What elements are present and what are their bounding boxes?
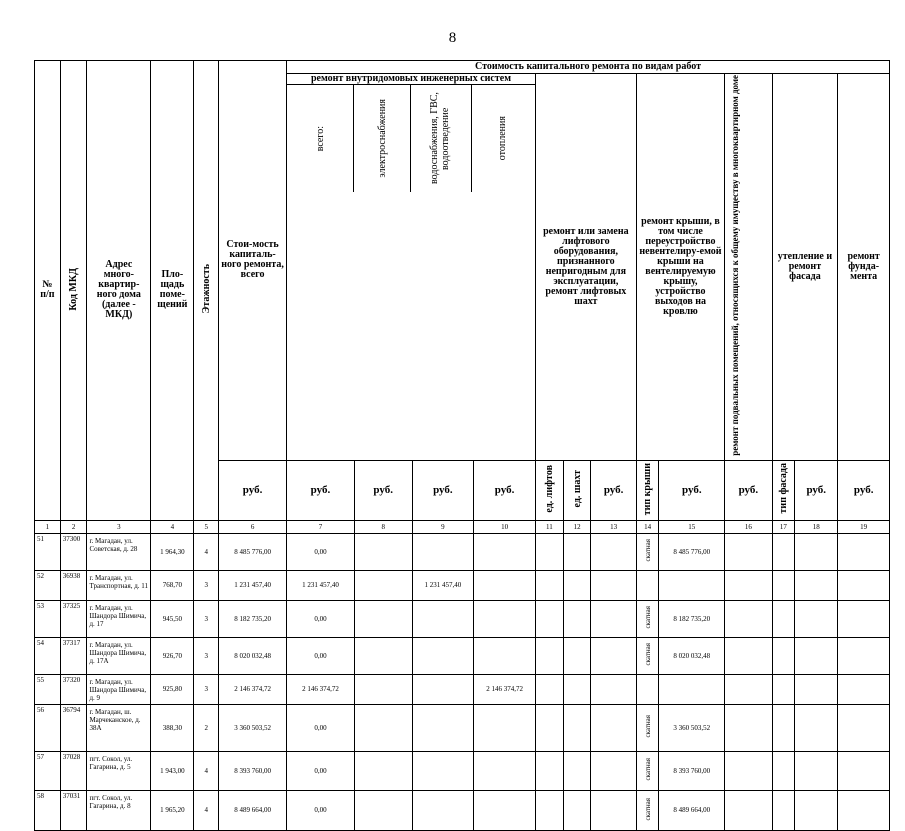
cell-area: 926,70 — [151, 637, 194, 674]
cell-electricity-cost — [354, 600, 412, 637]
cell-shaft-units — [563, 570, 591, 600]
cell-shaft-units — [563, 533, 591, 570]
column-number: 7 — [287, 520, 355, 533]
cell-facade-type — [772, 751, 795, 790]
cell-roof-cost: 8 020 032,48 — [659, 637, 725, 674]
column-number: 15 — [659, 520, 725, 533]
cell-area: 925,80 — [151, 674, 194, 704]
cell-basement-cost — [725, 570, 772, 600]
cell-area: 388,30 — [151, 704, 194, 751]
header-mkd-code: Код МКД — [60, 61, 87, 521]
cell-systems-total: 0,00 — [287, 751, 355, 790]
column-number: 9 — [412, 520, 474, 533]
column-number: 16 — [725, 520, 772, 533]
cell-roof-type — [636, 790, 659, 830]
cell-heating-cost — [474, 790, 536, 830]
cell-facade-cost — [795, 704, 838, 751]
cell-floors: 4 — [194, 533, 219, 570]
cell-basement-cost — [725, 600, 772, 637]
roof-type-label: скатная — [643, 758, 652, 781]
table-row — [35, 674, 890, 704]
cell-row-number: 52 — [35, 570, 61, 600]
cell-facade-type — [772, 600, 795, 637]
cell-systems-total: 0,00 — [287, 790, 355, 830]
cell-basement-cost — [725, 674, 772, 704]
cell-facade-cost — [795, 637, 838, 674]
cell-water-cost — [412, 674, 474, 704]
cell-heating-cost — [474, 600, 536, 637]
cell-basement-cost — [725, 533, 772, 570]
cell-row-number: 51 — [35, 533, 61, 570]
cell-heating-cost — [474, 533, 536, 570]
cell-facade-type — [772, 790, 795, 830]
cell-lift-cost — [591, 600, 636, 637]
cell-facade-cost — [795, 751, 838, 790]
cell-row-number: 55 — [35, 674, 61, 704]
cell-roof-cost: 8 489 664,00 — [659, 790, 725, 830]
cell-lift-units — [535, 533, 563, 570]
cell-lift-units — [535, 790, 563, 830]
cell-mkd-code: 37031 — [60, 790, 87, 830]
cell-roof-cost — [659, 570, 725, 600]
cell-foundation-cost — [838, 533, 890, 570]
cell-address: г. Магадан, ш. Марчеканское, д. 38А — [87, 704, 151, 751]
table-row — [35, 600, 890, 637]
cell-shaft-units — [563, 600, 591, 637]
cell-lift-units — [535, 600, 563, 637]
capital-repair-table — [34, 60, 890, 831]
cell-mkd-code: 37320 — [60, 674, 87, 704]
header-lift-repair: ремонт или замена лифтового оборудования, признанного непригодным для эксплуатации, ремонт лифтовых шахт — [535, 74, 636, 461]
header-row-number: № п/п — [35, 61, 61, 521]
cell-row-number: 56 — [35, 704, 61, 751]
cell-floors: 3 — [194, 570, 219, 600]
table-row — [35, 570, 890, 600]
cell-lift-units — [535, 704, 563, 751]
column-number: 2 — [60, 520, 87, 533]
header-basement-repair: ремонт подвальных помещений, относящихся к общему имуществу в многоквартирном доме — [725, 74, 772, 461]
column-number: 10 — [474, 520, 536, 533]
cell-roof-cost: 8 393 760,00 — [659, 751, 725, 790]
cell-row-number: 58 — [35, 790, 61, 830]
cell-total-cost: 1 231 457,40 — [219, 570, 287, 600]
header-engineering-systems: ремонт внутридомовых инженерных систем всего: электроснабжения водоснабжения, ГВС, водоотведение отопления — [287, 74, 536, 461]
cell-row-number: 54 — [35, 637, 61, 674]
cell-roof-type — [636, 751, 659, 790]
column-number: 14 — [636, 520, 659, 533]
unit-foundation: руб. — [838, 460, 890, 520]
cell-electricity-cost — [354, 790, 412, 830]
header-total-cost: Стои-мость капиталь-ного ремонта, всего — [219, 61, 287, 461]
cell-floors: 4 — [194, 790, 219, 830]
cell-floors: 3 — [194, 637, 219, 674]
cell-address: г. Магадан, ул. Шандора Шимича, д. 17 — [87, 600, 151, 637]
cell-floors: 4 — [194, 751, 219, 790]
header-water: водоснабжения, ГВС, водоотведение — [429, 92, 452, 185]
cell-water-cost — [412, 600, 474, 637]
cell-roof-type — [636, 637, 659, 674]
cell-facade-cost — [795, 790, 838, 830]
table-row — [35, 533, 890, 570]
unit-basement: руб. — [725, 460, 772, 520]
cell-roof-type — [636, 533, 659, 570]
cell-electricity-cost — [354, 570, 412, 600]
roof-type-label: скатная — [643, 797, 652, 821]
cell-foundation-cost — [838, 790, 890, 830]
cell-systems-total: 2 146 374,72 — [287, 674, 355, 704]
cell-mkd-code: 37317 — [60, 637, 87, 674]
header-facade: утепление и ремонт фасада — [772, 74, 838, 461]
cell-foundation-cost — [838, 751, 890, 790]
column-number: 6 — [219, 520, 287, 533]
column-numbers-row — [35, 520, 890, 533]
cell-facade-type — [772, 637, 795, 674]
cell-area: 1 964,30 — [151, 533, 194, 570]
cell-facade-type — [772, 570, 795, 600]
unit-total: руб. — [219, 460, 287, 520]
cell-facade-type — [772, 533, 795, 570]
cell-lift-cost — [591, 704, 636, 751]
roof-type-label: скатная — [643, 606, 652, 629]
column-number: 4 — [151, 520, 194, 533]
unit-electricity: руб. — [354, 460, 412, 520]
table-row — [35, 704, 890, 751]
cell-roof-cost: 8 182 735,20 — [659, 600, 725, 637]
cell-floors: 2 — [194, 704, 219, 751]
header-roof-repair: ремонт крыши, в том числе переустройство невентелиру-емой крыши на вентелируемую крышу, устройство выходов на кровлю — [636, 74, 724, 461]
cell-total-cost: 8 485 776,00 — [219, 533, 287, 570]
cell-shaft-units — [563, 751, 591, 790]
cell-roof-cost — [659, 674, 725, 704]
cell-lift-cost — [591, 637, 636, 674]
cell-basement-cost — [725, 704, 772, 751]
cell-heating-cost — [474, 704, 536, 751]
cell-electricity-cost — [354, 674, 412, 704]
table-row — [35, 790, 890, 830]
cell-heating-cost — [474, 751, 536, 790]
unit-water: руб. — [412, 460, 474, 520]
cell-total-cost: 2 146 374,72 — [219, 674, 287, 704]
cell-electricity-cost — [354, 637, 412, 674]
cell-row-number: 57 — [35, 751, 61, 790]
table-row — [35, 751, 890, 790]
cell-basement-cost — [725, 637, 772, 674]
cell-total-cost: 3 360 503,52 — [219, 704, 287, 751]
cell-address: г. Магадан, ул. Шандора Шимича, д. 17А — [87, 637, 151, 674]
cell-facade-type — [772, 704, 795, 751]
cell-foundation-cost — [838, 704, 890, 751]
cell-foundation-cost — [838, 674, 890, 704]
header-foundation: ремонт фунда-мента — [838, 74, 890, 461]
cell-total-cost: 8 020 032,48 — [219, 637, 287, 674]
column-number: 19 — [838, 520, 890, 533]
cell-water-cost: 1 231 457,40 — [412, 570, 474, 600]
header-lift-units: ед. лифтов — [535, 460, 563, 520]
header-cost-by-work: Стоимость капитального ремонта по видам работ — [287, 61, 890, 74]
column-number: 18 — [795, 520, 838, 533]
cell-address: г. Магадан, ул. Шандора Шимича, д. 9 — [87, 674, 151, 704]
cell-roof-cost: 8 485 776,00 — [659, 533, 725, 570]
header-heating: отопления — [496, 116, 508, 161]
unit-heating: руб. — [474, 460, 536, 520]
cell-mkd-code: 36938 — [60, 570, 87, 600]
header-floors: Этажность — [194, 61, 219, 521]
cell-shaft-units — [563, 674, 591, 704]
cell-foundation-cost — [838, 600, 890, 637]
roof-type-label: скатная — [643, 539, 652, 562]
cell-facade-cost — [795, 570, 838, 600]
cell-water-cost — [412, 704, 474, 751]
unit-systems-total: руб. — [287, 460, 355, 520]
column-number: 8 — [354, 520, 412, 533]
cell-facade-cost — [795, 600, 838, 637]
cell-foundation-cost — [838, 570, 890, 600]
header-shaft-units: ед. шахт — [563, 460, 591, 520]
unit-lift: руб. — [591, 460, 636, 520]
cell-mkd-code: 37300 — [60, 533, 87, 570]
roof-type-label: скатная — [643, 715, 652, 738]
cell-lift-cost — [591, 790, 636, 830]
cell-roof-cost: 3 360 503,52 — [659, 704, 725, 751]
cell-systems-total: 0,00 — [287, 637, 355, 674]
unit-roof: руб. — [659, 460, 725, 520]
cell-roof-type — [636, 674, 659, 704]
cell-electricity-cost — [354, 704, 412, 751]
cell-heating-cost: 2 146 374,72 — [474, 674, 536, 704]
cell-systems-total: 1 231 457,40 — [287, 570, 355, 600]
cell-systems-total: 0,00 — [287, 533, 355, 570]
cell-lift-cost — [591, 674, 636, 704]
cell-electricity-cost — [354, 751, 412, 790]
cell-systems-total: 0,00 — [287, 600, 355, 637]
cell-shaft-units — [563, 637, 591, 674]
column-number: 13 — [591, 520, 636, 533]
cell-shaft-units — [563, 704, 591, 751]
cell-address: г. Магадан, ул. Транспортная, д. 11 — [87, 570, 151, 600]
column-number: 12 — [563, 520, 591, 533]
cell-lift-cost — [591, 570, 636, 600]
unit-facade: руб. — [795, 460, 838, 520]
cell-row-number: 53 — [35, 600, 61, 637]
cell-address: пгт. Сокол, ул. Гагарина, д. 8 — [87, 790, 151, 830]
header-roof-type: тип крыши — [636, 460, 659, 520]
cell-heating-cost — [474, 570, 536, 600]
cell-area: 768,70 — [151, 570, 194, 600]
cell-area: 945,50 — [151, 600, 194, 637]
cell-lift-units — [535, 570, 563, 600]
cell-address: пгт. Сокол, ул. Гагарина, д. 5 — [87, 751, 151, 790]
header-address: Адрес много-квартир-ного дома (далее - МКД) — [87, 61, 151, 521]
header-systems-total: всего: — [314, 125, 326, 152]
cell-electricity-cost — [354, 533, 412, 570]
cell-total-cost: 8 489 664,00 — [219, 790, 287, 830]
cell-water-cost — [412, 751, 474, 790]
cell-floors: 3 — [194, 600, 219, 637]
cell-foundation-cost — [838, 637, 890, 674]
column-number: 17 — [772, 520, 795, 533]
table-row — [35, 637, 890, 674]
column-number: 1 — [35, 520, 61, 533]
cell-roof-type — [636, 570, 659, 600]
cell-mkd-code: 37028 — [60, 751, 87, 790]
cell-water-cost — [412, 637, 474, 674]
cell-facade-type — [772, 674, 795, 704]
column-number: 3 — [87, 520, 151, 533]
cell-basement-cost — [725, 790, 772, 830]
cell-water-cost — [412, 790, 474, 830]
cell-address: г. Магадан, ул. Советская, д. 28 — [87, 533, 151, 570]
cell-roof-type — [636, 600, 659, 637]
cell-lift-units — [535, 674, 563, 704]
cell-basement-cost — [725, 751, 772, 790]
page-number: 8 — [448, 30, 457, 46]
cell-lift-units — [535, 637, 563, 674]
cell-water-cost — [412, 533, 474, 570]
cell-shaft-units — [563, 790, 591, 830]
cell-lift-units — [535, 751, 563, 790]
cell-mkd-code: 36794 — [60, 704, 87, 751]
cell-facade-cost — [795, 674, 838, 704]
cell-facade-cost — [795, 533, 838, 570]
cell-heating-cost — [474, 637, 536, 674]
cell-lift-cost — [591, 751, 636, 790]
cell-systems-total: 0,00 — [287, 704, 355, 751]
column-number: 5 — [194, 520, 219, 533]
cell-floors: 3 — [194, 674, 219, 704]
cell-total-cost: 8 182 735,20 — [219, 600, 287, 637]
cell-area: 1 965,20 — [151, 790, 194, 830]
header-area: Пло-щадь поме-щений — [151, 61, 194, 521]
roof-type-label: скатная — [643, 643, 652, 666]
column-number: 11 — [535, 520, 563, 533]
header-electricity: электроснабжения — [376, 99, 388, 178]
header-facade-type: тип фасада — [772, 460, 795, 520]
cell-total-cost: 8 393 760,00 — [219, 751, 287, 790]
cell-mkd-code: 37325 — [60, 600, 87, 637]
cell-lift-cost — [591, 533, 636, 570]
cell-area: 1 943,00 — [151, 751, 194, 790]
cell-roof-type — [636, 704, 659, 751]
